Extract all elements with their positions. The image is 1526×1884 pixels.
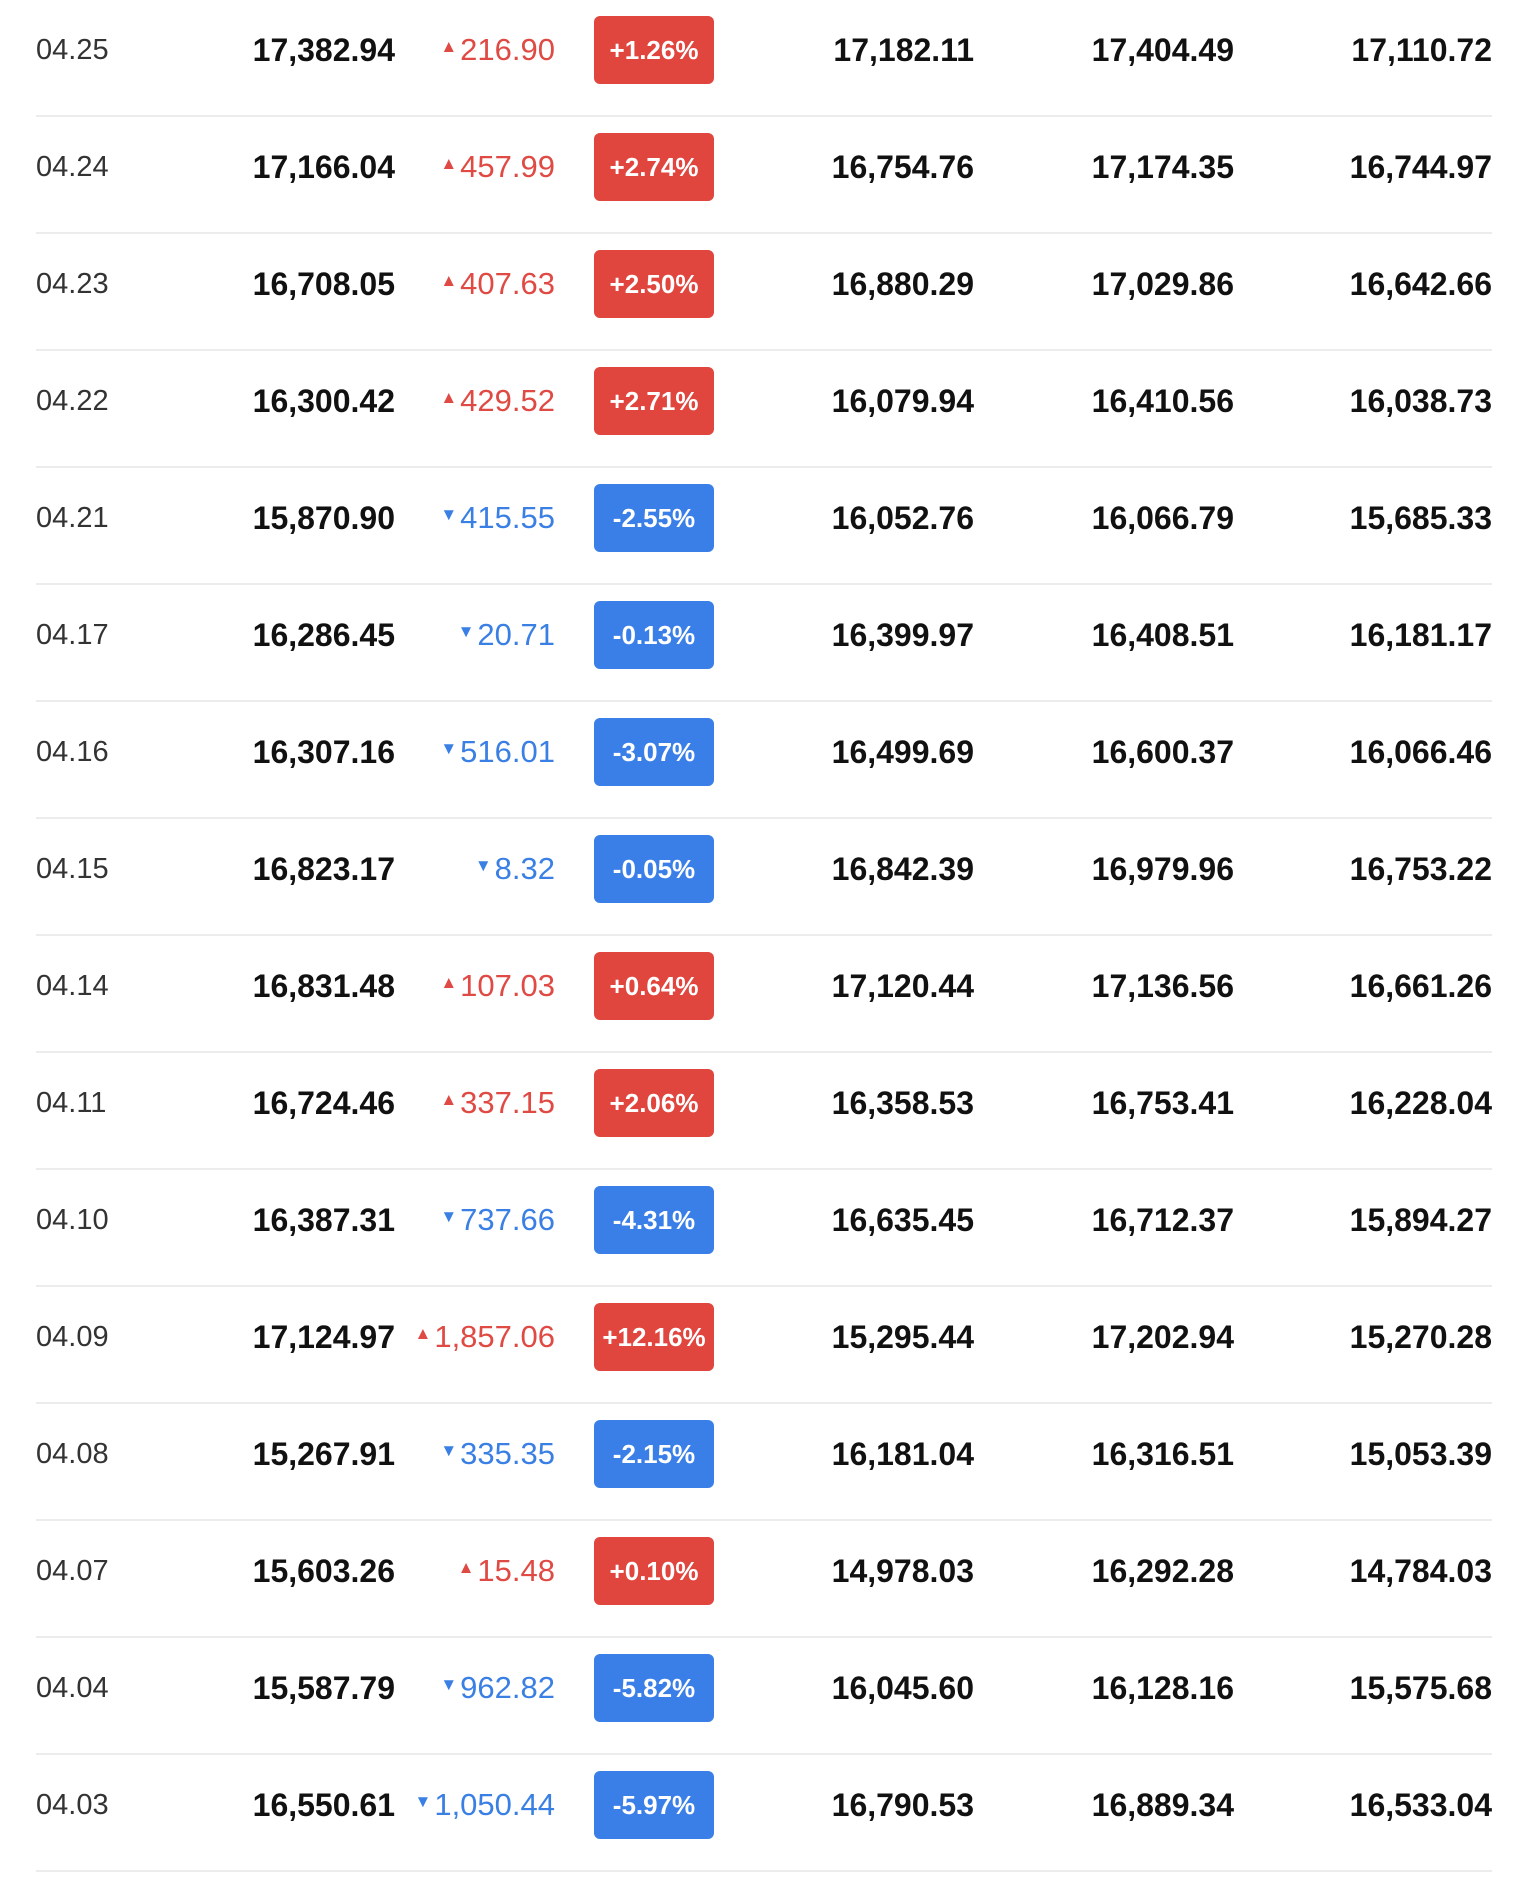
low-price-cell: 15,685.33 bbox=[1349, 500, 1492, 536]
high-price-cell: 16,408.51 bbox=[1091, 617, 1234, 653]
triangle-down-icon: ▼ bbox=[440, 738, 458, 758]
change-percent-badge: -5.97% bbox=[594, 1771, 714, 1839]
change-percent-badge: -2.55% bbox=[594, 484, 714, 552]
close-price-cell: 17,124.97 bbox=[252, 1319, 395, 1355]
triangle-up-icon: ▲ bbox=[457, 1557, 475, 1577]
change-value: 429.52 bbox=[460, 383, 555, 418]
change-value: 8.32 bbox=[494, 851, 555, 886]
triangle-down-icon: ▼ bbox=[440, 1440, 458, 1460]
change-percent-badge: -2.15% bbox=[594, 1420, 714, 1488]
change-value: 216.90 bbox=[460, 32, 555, 67]
open-price-cell: 15,295.44 bbox=[831, 1319, 974, 1355]
table-row[interactable] bbox=[36, 351, 1492, 468]
high-price-cell: 16,316.51 bbox=[1091, 1436, 1234, 1472]
low-price-cell: 16,661.26 bbox=[1349, 968, 1492, 1004]
high-price-cell: 16,600.37 bbox=[1091, 734, 1234, 770]
close-price-cell: 16,307.16 bbox=[252, 734, 395, 770]
low-price-cell: 16,744.97 bbox=[1349, 149, 1492, 185]
change-cell bbox=[458, 1521, 555, 1621]
triangle-up-icon: ▲ bbox=[440, 972, 458, 992]
high-price-cell: 16,128.16 bbox=[1091, 1670, 1234, 1706]
change-value: 516.01 bbox=[460, 734, 555, 769]
low-price-cell: 16,533.04 bbox=[1349, 1787, 1492, 1823]
change-cell bbox=[440, 1638, 555, 1738]
open-price-cell: 16,880.29 bbox=[831, 266, 974, 302]
triangle-down-icon: ▼ bbox=[440, 1206, 458, 1226]
close-price-cell: 15,587.79 bbox=[252, 1670, 395, 1706]
high-price-cell: 16,292.28 bbox=[1091, 1553, 1234, 1589]
table-row[interactable] bbox=[36, 1638, 1492, 1755]
high-price-cell: 16,410.56 bbox=[1091, 383, 1234, 419]
open-price-cell: 16,052.76 bbox=[831, 500, 974, 536]
table-row[interactable] bbox=[36, 117, 1492, 234]
triangle-down-icon: ▼ bbox=[440, 504, 458, 524]
open-price-cell: 16,499.69 bbox=[831, 734, 974, 770]
change-cell bbox=[415, 1287, 556, 1387]
table-row[interactable] bbox=[36, 468, 1492, 585]
high-price-cell: 16,753.41 bbox=[1091, 1085, 1234, 1121]
close-price-cell: 16,708.05 bbox=[252, 266, 395, 302]
close-price-cell: 15,870.90 bbox=[252, 500, 395, 536]
date-cell: 04.04 bbox=[36, 1672, 109, 1704]
date-cell: 04.17 bbox=[36, 619, 109, 651]
date-cell: 04.24 bbox=[36, 151, 109, 183]
change-percent-badge: +12.16% bbox=[594, 1303, 714, 1371]
change-percent-badge: +0.10% bbox=[594, 1537, 714, 1605]
low-price-cell: 14,784.03 bbox=[1349, 1553, 1492, 1589]
date-cell: 04.11 bbox=[36, 1087, 107, 1119]
change-percent-badge: +2.71% bbox=[594, 367, 714, 435]
change-percent-badge: -3.07% bbox=[594, 718, 714, 786]
date-cell: 04.21 bbox=[36, 502, 109, 534]
close-price-cell: 16,286.45 bbox=[252, 617, 395, 653]
open-price-cell: 16,635.45 bbox=[831, 1202, 974, 1238]
date-cell: 04.10 bbox=[36, 1204, 109, 1236]
triangle-up-icon: ▲ bbox=[440, 1089, 458, 1109]
close-price-cell: 16,724.46 bbox=[252, 1085, 395, 1121]
change-percent-badge: -0.05% bbox=[594, 835, 714, 903]
high-price-cell: 16,889.34 bbox=[1091, 1787, 1234, 1823]
high-price-cell: 17,136.56 bbox=[1091, 968, 1234, 1004]
change-cell bbox=[415, 1755, 556, 1855]
triangle-up-icon: ▲ bbox=[440, 36, 458, 56]
price-history-table bbox=[36, 0, 1492, 1872]
open-price-cell: 16,754.76 bbox=[831, 149, 974, 185]
change-value: 20.71 bbox=[477, 617, 555, 652]
table-row[interactable] bbox=[36, 819, 1492, 936]
low-price-cell: 16,642.66 bbox=[1349, 266, 1492, 302]
change-value: 15.48 bbox=[477, 1553, 555, 1588]
high-price-cell: 17,404.49 bbox=[1091, 32, 1234, 68]
change-percent-badge: +0.64% bbox=[594, 952, 714, 1020]
change-cell bbox=[440, 1053, 555, 1153]
high-price-cell: 17,174.35 bbox=[1091, 149, 1234, 185]
change-value: 1,857.06 bbox=[434, 1319, 555, 1354]
open-price-cell: 16,842.39 bbox=[831, 851, 974, 887]
triangle-up-icon: ▲ bbox=[440, 387, 458, 407]
change-cell bbox=[440, 351, 555, 451]
triangle-up-icon: ▲ bbox=[414, 1323, 432, 1343]
close-price-cell: 16,550.61 bbox=[252, 1787, 395, 1823]
date-cell: 04.23 bbox=[36, 268, 109, 300]
date-cell: 04.03 bbox=[36, 1789, 109, 1821]
open-price-cell: 17,120.44 bbox=[831, 968, 974, 1004]
high-price-cell: 16,979.96 bbox=[1091, 851, 1234, 887]
change-percent-badge: -5.82% bbox=[594, 1654, 714, 1722]
date-cell: 04.14 bbox=[36, 970, 109, 1002]
change-percent-badge: +2.50% bbox=[594, 250, 714, 318]
open-price-cell: 16,181.04 bbox=[831, 1436, 974, 1472]
change-cell bbox=[458, 585, 555, 685]
high-price-cell: 17,202.94 bbox=[1091, 1319, 1234, 1355]
triangle-down-icon: ▼ bbox=[440, 1674, 458, 1694]
date-cell: 04.22 bbox=[36, 385, 109, 417]
table-row[interactable] bbox=[36, 234, 1492, 351]
change-cell bbox=[440, 468, 555, 568]
low-price-cell: 15,894.27 bbox=[1349, 1202, 1492, 1238]
table-row[interactable] bbox=[36, 1404, 1492, 1521]
table-row[interactable] bbox=[36, 0, 1492, 117]
high-price-cell: 16,712.37 bbox=[1091, 1202, 1234, 1238]
triangle-up-icon: ▲ bbox=[440, 270, 458, 290]
low-price-cell: 16,753.22 bbox=[1349, 851, 1492, 887]
table-row[interactable] bbox=[36, 936, 1492, 1053]
change-value: 457.99 bbox=[460, 149, 555, 184]
open-price-cell: 16,045.60 bbox=[831, 1670, 974, 1706]
change-percent-badge: -0.13% bbox=[594, 601, 714, 669]
table-row[interactable] bbox=[36, 702, 1492, 819]
close-price-cell: 15,603.26 bbox=[252, 1553, 395, 1589]
open-price-cell: 16,079.94 bbox=[831, 383, 974, 419]
change-cell bbox=[475, 819, 555, 919]
low-price-cell: 17,110.72 bbox=[1351, 32, 1492, 68]
date-cell: 04.08 bbox=[36, 1438, 109, 1470]
open-price-cell: 16,399.97 bbox=[831, 617, 974, 653]
high-price-cell: 17,029.86 bbox=[1091, 266, 1234, 302]
open-price-cell: 14,978.03 bbox=[831, 1553, 974, 1589]
change-value: 335.35 bbox=[460, 1436, 555, 1471]
change-value: 407.63 bbox=[460, 266, 555, 301]
close-price-cell: 17,382.94 bbox=[252, 32, 395, 68]
low-price-cell: 15,270.28 bbox=[1349, 1319, 1492, 1355]
change-value: 962.82 bbox=[460, 1670, 555, 1705]
change-value: 337.15 bbox=[460, 1085, 555, 1120]
close-price-cell: 15,267.91 bbox=[252, 1436, 395, 1472]
change-cell bbox=[440, 1404, 555, 1504]
triangle-down-icon: ▼ bbox=[457, 621, 475, 641]
table-row[interactable] bbox=[36, 585, 1492, 702]
change-value: 415.55 bbox=[460, 500, 555, 535]
change-cell bbox=[440, 117, 555, 217]
table-row[interactable] bbox=[36, 1287, 1492, 1404]
low-price-cell: 16,066.46 bbox=[1349, 734, 1492, 770]
table-row[interactable] bbox=[36, 1053, 1492, 1170]
open-price-cell: 16,358.53 bbox=[831, 1085, 974, 1121]
table-row[interactable] bbox=[36, 1521, 1492, 1638]
close-price-cell: 17,166.04 bbox=[252, 149, 395, 185]
low-price-cell: 16,181.17 bbox=[1349, 617, 1492, 653]
change-cell bbox=[440, 0, 555, 100]
low-price-cell: 16,038.73 bbox=[1349, 383, 1492, 419]
change-cell bbox=[440, 702, 555, 802]
table-row[interactable] bbox=[36, 1755, 1492, 1872]
date-cell: 04.07 bbox=[36, 1555, 109, 1587]
close-price-cell: 16,831.48 bbox=[252, 968, 395, 1004]
change-value: 107.03 bbox=[460, 968, 555, 1003]
table-row[interactable] bbox=[36, 1170, 1492, 1287]
change-cell bbox=[440, 234, 555, 334]
close-price-cell: 16,823.17 bbox=[252, 851, 395, 887]
open-price-cell: 16,790.53 bbox=[831, 1787, 974, 1823]
change-cell bbox=[440, 936, 555, 1036]
change-value: 1,050.44 bbox=[434, 1787, 555, 1822]
change-percent-badge: +2.74% bbox=[594, 133, 714, 201]
change-percent-badge: -4.31% bbox=[594, 1186, 714, 1254]
triangle-down-icon: ▼ bbox=[474, 855, 492, 875]
close-price-cell: 16,387.31 bbox=[252, 1202, 395, 1238]
triangle-down-icon: ▼ bbox=[414, 1791, 432, 1811]
change-cell bbox=[440, 1170, 555, 1270]
date-cell: 04.25 bbox=[36, 34, 109, 66]
date-cell: 04.15 bbox=[36, 853, 109, 885]
date-cell: 04.16 bbox=[36, 736, 109, 768]
change-percent-badge: +2.06% bbox=[594, 1069, 714, 1137]
change-value: 737.66 bbox=[460, 1202, 555, 1237]
close-price-cell: 16,300.42 bbox=[252, 383, 395, 419]
date-cell: 04.09 bbox=[36, 1321, 109, 1353]
triangle-up-icon: ▲ bbox=[440, 153, 458, 173]
low-price-cell: 15,575.68 bbox=[1349, 1670, 1492, 1706]
low-price-cell: 16,228.04 bbox=[1349, 1085, 1492, 1121]
low-price-cell: 15,053.39 bbox=[1349, 1436, 1492, 1472]
open-price-cell: 17,182.11 bbox=[833, 32, 974, 68]
high-price-cell: 16,066.79 bbox=[1091, 500, 1234, 536]
change-percent-badge: +1.26% bbox=[594, 16, 714, 84]
